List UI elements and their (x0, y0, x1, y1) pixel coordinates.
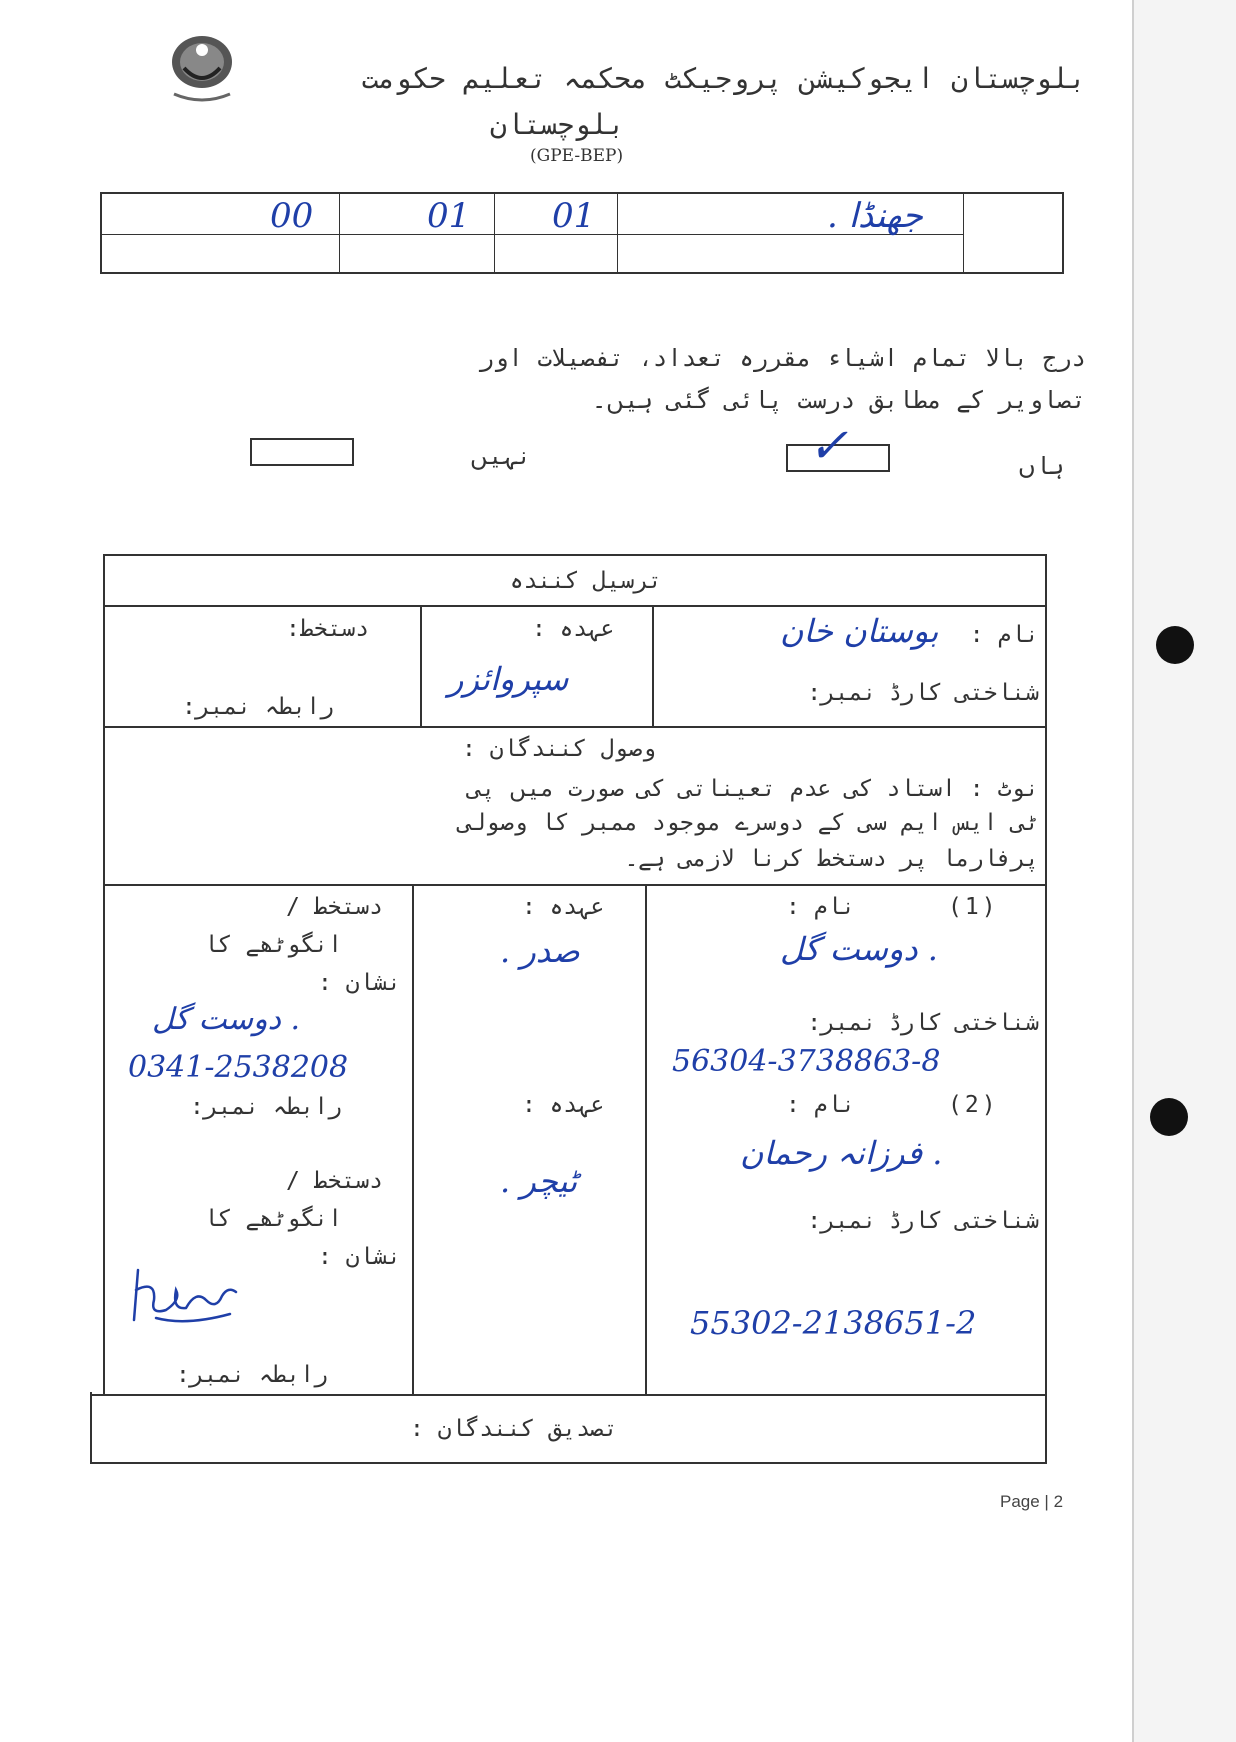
no-checkbox[interactable] (250, 438, 354, 466)
receiver2-cnic-label: شناختی کارڈ نمبر: (807, 1208, 1039, 1234)
receiver2-contact-label: رابطہ نمبر: (176, 1362, 328, 1388)
receiver2-designation-value: . ٹیچر (500, 1162, 578, 1200)
receiver2-name-value: فرزانہ رحمان . (740, 1134, 943, 1172)
receiver1-name-value: دوست گل . (780, 930, 938, 968)
program-abbreviation: (GPE-BEP) (530, 146, 624, 166)
item-count-col3: 00 (270, 196, 314, 236)
verifiers-heading: تصدیق کنندگان : (410, 1416, 618, 1442)
receiver1-signature-label-1: دستخط / (286, 894, 383, 920)
punch-hole (1156, 626, 1194, 664)
item-name: جھنڈا . (827, 196, 923, 236)
receiver1-signature-label-2: انگوٹھے کا (204, 932, 343, 958)
sender-designation-value: سپروائزر (448, 660, 569, 698)
note-line3: پرفارما پر دستخط کرنا لازمی ہے۔ (624, 846, 1039, 872)
receiver1-contact-value: 0341-2538208 (128, 1050, 349, 1085)
receiver2-signature-label-2: انگوٹھے کا (204, 1206, 343, 1232)
balochistan-emblem-logo (162, 28, 242, 108)
receiver1-name-label: نام : (786, 894, 856, 920)
receiver2-signature-scribble (126, 1260, 246, 1330)
receiver1-contact-label: رابطہ نمبر: (190, 1094, 342, 1120)
yes-label: ہاں (1018, 452, 1065, 480)
department-title-line2: بلوچستان (490, 108, 625, 141)
receiver2-cnic-value: 55302-2138651-2 (690, 1304, 977, 1342)
item-count-col1: 01 (552, 196, 596, 236)
sender-heading: ترسیل کنندہ (510, 568, 662, 594)
receivers-heading: وصول کنندگان : (462, 736, 656, 762)
sender-cnic-label: شناختی کارڈ نمبر: (807, 680, 1039, 706)
receiver2-signature-label-3: نشان : (318, 1244, 402, 1270)
sender-name-label: نام : (969, 622, 1039, 648)
no-label: نہیں (470, 442, 532, 470)
sender-contact-label: رابطہ نمبر: (182, 694, 334, 720)
receiver1-designation-label: عہدہ : (522, 894, 605, 920)
sender-signature-label: دستخط: (286, 616, 370, 642)
receiver2-name-label: نام : (786, 1092, 856, 1118)
receiver1-designation-value: . صدر (500, 932, 580, 970)
note-line1: نوٹ : استاد کی عدم تعیناتی کی صورت میں پی (467, 776, 1039, 802)
scanner-paper-edge (1132, 0, 1236, 1742)
receiver1-signature-value: دوست گل . (152, 1002, 301, 1037)
note-line2: ٹی ایس ایم سی کے دوسرے موجود ممبر کا وصولی (458, 810, 1039, 836)
item-table (100, 192, 1064, 274)
verification-statement-line1: درج بالا تمام اشیاء مقررہ تعداد، تفصیلات اور (479, 344, 1086, 372)
receiver1-cnic-label: شناختی کارڈ نمبر: (807, 1010, 1039, 1036)
sender-designation-label: عہدہ : (532, 616, 615, 642)
punch-hole (1150, 1098, 1188, 1136)
verification-statement-line2: تصاویر کے مطابق درست پائی گئی ہیں۔ (592, 386, 1086, 414)
department-title: بلوچستان ایجوکیشن پروجیکٹ محکمہ تعلیم حکومت (361, 62, 1086, 95)
page-number: Page | 2 (1000, 1492, 1064, 1511)
receiver2-designation-label: عہدہ : (522, 1092, 605, 1118)
receiver1-index: (1) (948, 894, 999, 920)
delivery-receipt-form (90, 554, 1047, 1464)
sender-name-value: بوستان خان (780, 612, 939, 650)
receiver1-signature-label-3: نشان : (318, 970, 402, 996)
receiver1-cnic-value: 56304-3738863-8 (672, 1044, 941, 1079)
yes-check-mark: ✓ (808, 418, 849, 474)
receiver2-signature-label-1: دستخط / (286, 1168, 383, 1194)
item-count-col2: 01 (427, 196, 471, 236)
receiver2-index: (2) (948, 1092, 999, 1118)
